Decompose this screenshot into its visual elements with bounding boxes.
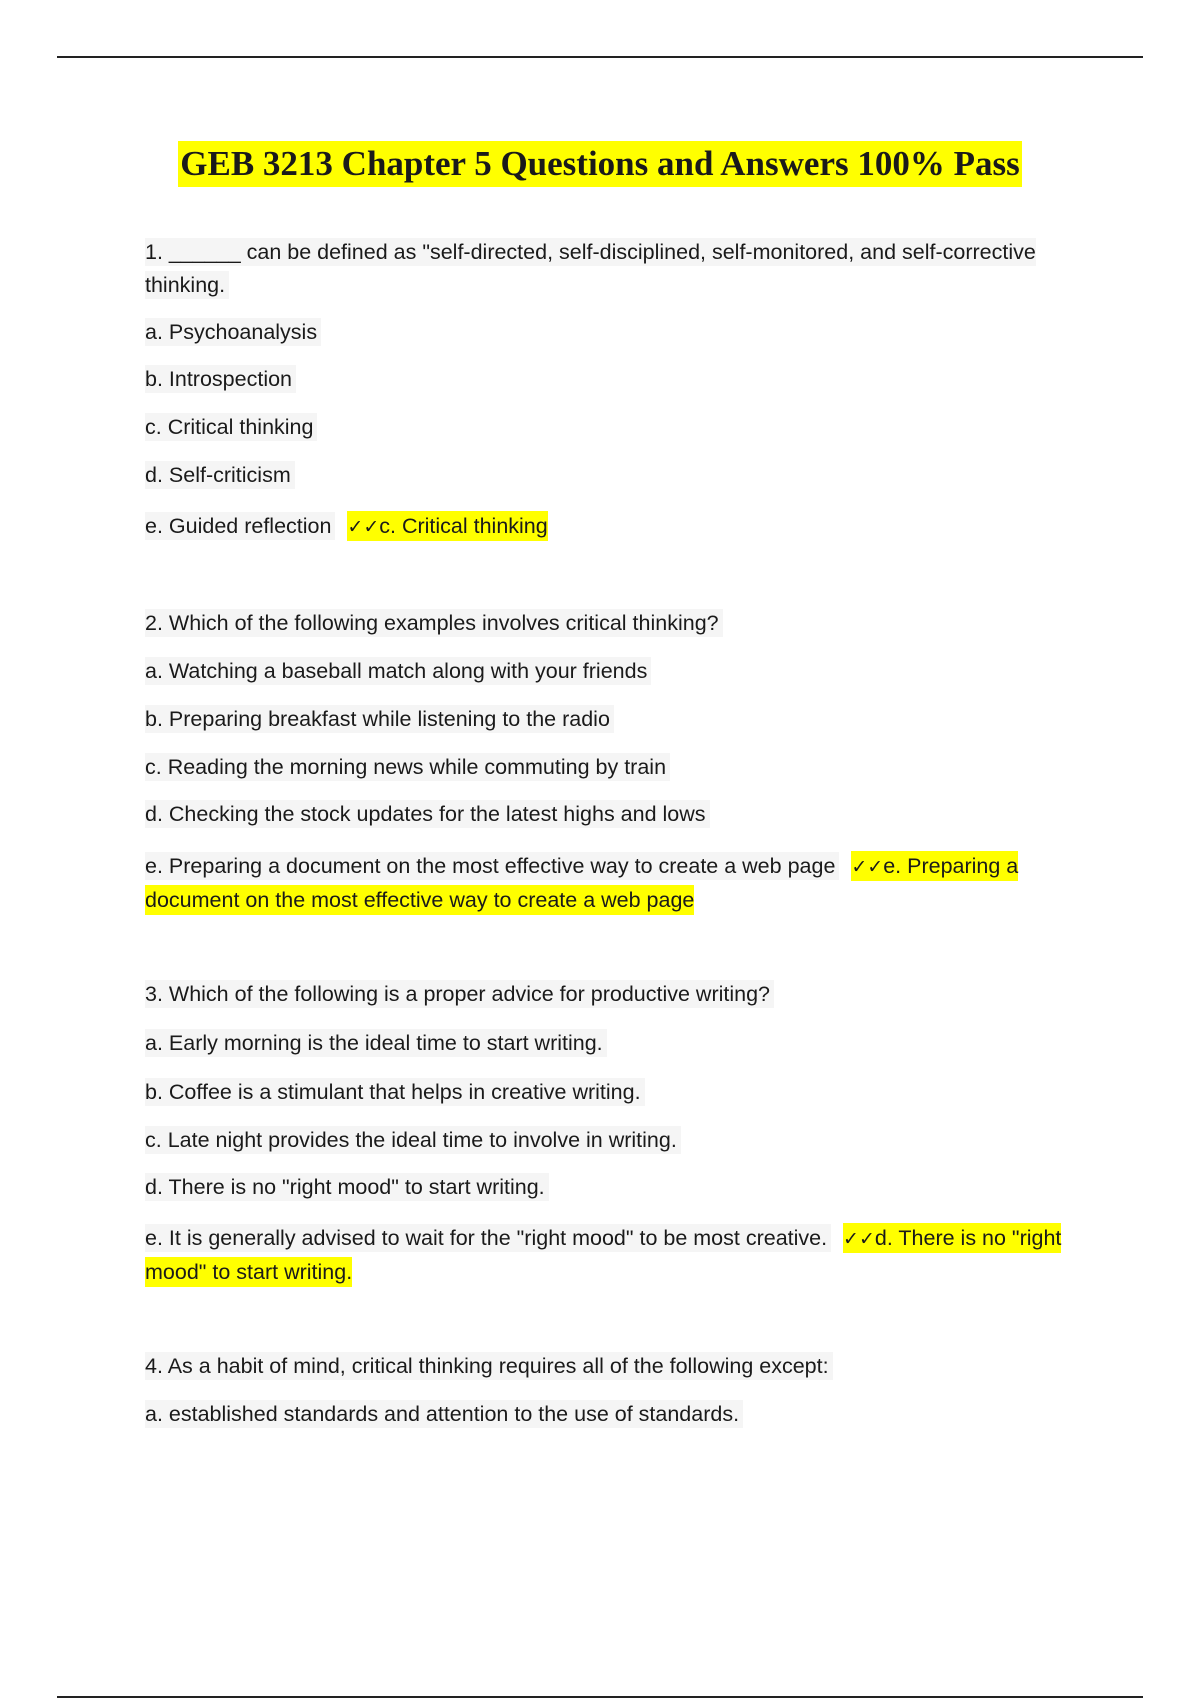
question-3-answer: ✓✓d. There is no "right mood" to start writing. bbox=[145, 1223, 1061, 1287]
title-block bbox=[0, 141, 1200, 187]
question-1-answer: ✓✓c. Critical thinking bbox=[347, 511, 547, 541]
question-1-option-e: e. Guided reflection ✓✓c. Critical thinking bbox=[145, 511, 548, 542]
question-2-answer: ✓✓e. Preparing a document on the most effective way to create a web page bbox=[145, 851, 1018, 915]
question-2-option-e: e. Preparing a document on the most effective way to create a web page ✓✓e. Preparing a document on the most effective way to create a web page bbox=[145, 850, 1065, 917]
bottom-rule bbox=[57, 1696, 1143, 1698]
checkmark-icon: ✓✓ bbox=[347, 516, 380, 538]
question-4-option-a: a. established standards and attention to the use of standards. bbox=[145, 1399, 743, 1429]
checkmark-icon: ✓✓ bbox=[851, 856, 884, 878]
question-3-option-c: c. Late night provides the ideal time to involve in writing. bbox=[145, 1125, 681, 1155]
question-1-option-b: b. Introspection bbox=[145, 364, 296, 394]
question-2-stem: 2. Which of the following examples involves critical thinking? bbox=[145, 608, 723, 638]
question-2-option-b: b. Preparing breakfast while listening to the radio bbox=[145, 704, 614, 734]
question-3-option-b: b. Coffee is a stimulant that helps in creative writing. bbox=[145, 1077, 645, 1107]
question-1-option-d: d. Self-criticism bbox=[145, 460, 295, 490]
question-1-option-a: a. Psychoanalysis bbox=[145, 317, 321, 347]
checkmark-icon: ✓✓ bbox=[843, 1228, 875, 1250]
question-3-option-d: d. There is no "right mood" to start writing. bbox=[145, 1172, 549, 1202]
top-rule bbox=[57, 56, 1143, 58]
question-4-stem: 4. As a habit of mind, critical thinking requires all of the following except: bbox=[145, 1351, 833, 1381]
question-2-option-c: c. Reading the morning news while commuting by train bbox=[145, 752, 670, 782]
question-1-stem: 1. ______ can be defined as "self-directed, self-disciplined, self-monitored, and self-corrective thinking. bbox=[145, 240, 1036, 297]
question-2-option-d: d. Checking the stock updates for the latest highs and lows bbox=[145, 799, 710, 829]
question-2-option-a: a. Watching a baseball match along with your friends bbox=[145, 656, 651, 686]
question-3-option-a: a. Early morning is the ideal time to start writing. bbox=[145, 1028, 607, 1058]
question-3-stem: 3. Which of the following is a proper advice for productive writing? bbox=[145, 979, 774, 1009]
question-3-option-e: e. It is generally advised to wait for the "right mood" to be most creative. ✓✓d. There is no "right mood" to start writing. bbox=[145, 1222, 1065, 1289]
question-1-option-c: c. Critical thinking bbox=[145, 412, 317, 442]
document-title: GEB 3213 Chapter 5 Questions and Answers 100% Pass bbox=[178, 141, 1021, 187]
